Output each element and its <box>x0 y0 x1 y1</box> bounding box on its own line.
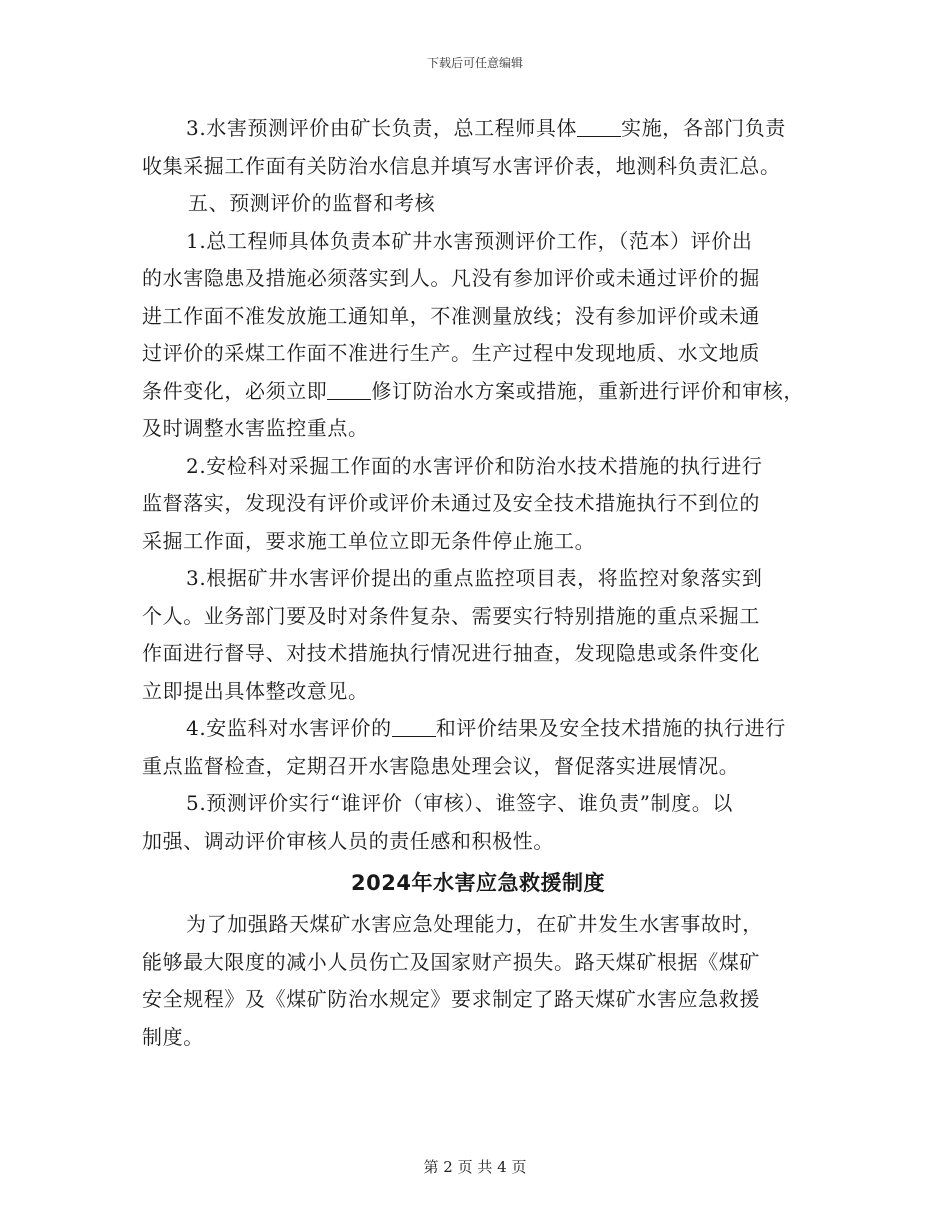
paragraph-line: 3.根据矿井水害评价提出的重点监控项目表，将监控对象落实到 <box>186 566 763 590</box>
fill-blank <box>327 379 371 400</box>
paragraph-line: 立即提出具体整改意见。 <box>142 678 369 703</box>
paragraph-line: 进工作面不准发放施工通知单，不准测量放线；没有参加评价或未通 <box>142 303 760 328</box>
text-segment: 实施，各部门负责 <box>621 116 786 140</box>
paragraph-line: 5.预测评价实行“谁评价（审核）、谁签字、谁负责”制度。以 <box>186 791 733 815</box>
text-segment: 3.水害预测评价由矿长负责，总工程师具体 <box>186 116 578 140</box>
paragraph-line: 的水害隐患及措施必须落实到人。凡没有参加评价或未通过评价的掘 <box>142 266 760 290</box>
paragraph-line: 作面进行督导、对技术措施执行情况进行抽查，发现隐患或条件变化 <box>142 641 760 665</box>
paragraph-line: 及时调整水害监控重点。 <box>142 416 369 440</box>
section-heading: 五、预测评价的监督和考核 <box>188 191 436 215</box>
paragraph-line: 为了加强路天煤矿水害应急处理能力，在矿井发生水害事故时， <box>186 912 763 936</box>
paragraph-line: 监督落实，发现没有评价或评价未通过及安全技术措施执行不到位的 <box>142 491 760 515</box>
text-segment: 和评价结果及安全技术措施的执行进行 <box>435 716 786 740</box>
page-header: 下载后可任意编辑 <box>426 56 523 70</box>
document-title: 2024年水害应急救援制度 <box>351 871 605 895</box>
text-segment: 修订防治水方案或措施，重新进行评价和审核， <box>371 378 805 403</box>
document-body <box>142 110 814 1056</box>
paragraph-line: 重点监督检查，定期召开水害隐患处理会议，督促落实进展情况。 <box>142 753 740 778</box>
paragraph-line: 过评价的采煤工作面不准进行生产。生产过程中发现地质、水文地质 <box>142 341 760 365</box>
paragraph-line <box>142 110 814 148</box>
paragraph-line: 2.安检科对采掘工作面的水害评价和防治水技术措施的执行进行 <box>186 453 763 478</box>
text-segment: 4.安监科对水害评价的 <box>186 716 392 740</box>
paragraph-line <box>142 373 814 411</box>
paragraph-line: 1.总工程师具体负责本矿井水害预测评价工作，（范本）评价出 <box>186 228 753 253</box>
text-segment: 条件变化，必须立即 <box>142 378 328 403</box>
paragraph-line: 制度。 <box>142 1024 204 1049</box>
paragraph-line <box>142 710 814 748</box>
paragraph-line: 能够最大限度的减小人员伤亡及国家财产损失。路天煤矿根据《煤矿 <box>142 949 760 974</box>
paragraph-line: 采掘工作面，要求施工单位立即无条件停止施工。 <box>142 528 596 553</box>
fill-blank <box>577 116 621 137</box>
fill-blank <box>392 716 436 737</box>
page-footer: 第 2 页 共 4 页 <box>423 1158 527 1176</box>
paragraph-line: 收集采掘工作面有关防治水信息并填写水害评价表，地测科负责汇总。 <box>142 153 781 178</box>
paragraph-line: 安全规程》及《煤矿防治水规定》要求制定了路天煤矿水害应急救援 <box>142 987 760 1011</box>
paragraph-line: 个人。业务部门要及时对条件复杂、需要实行特别措施的重点采掘工 <box>142 603 760 628</box>
paragraph-line: 加强、调动评价审核人员的责任感和积极性。 <box>142 828 554 853</box>
